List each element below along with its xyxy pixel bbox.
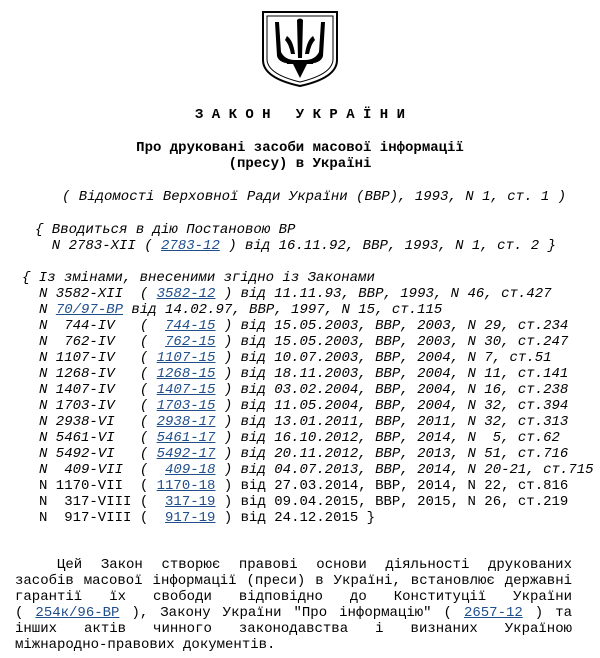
amendment-link[interactable]: 3582-12 [156,286,216,302]
amendment-link[interactable]: 762-15 [165,334,216,350]
entry-suffix: ) від 09.04.2015, ВВР, 2015, N 26, ст.219 [215,494,569,510]
amendment-link[interactable]: 1407-15 [156,382,216,398]
preamble-line: інших актів чинного законодавства і визнаних Україною [15,621,572,637]
preamble-line [15,605,572,621]
enactment-note [35,222,556,254]
amendment-link[interactable]: 1703-15 [156,398,216,414]
entry-suffix: ) від 16.10.2012, ВВР, 2014, N 5, ст.62 [215,430,560,446]
amendment-entry [39,414,594,430]
entry-prefix: N 1107-IV ( [39,350,157,366]
amendment-entry [39,430,594,446]
law-title: З А К О Н У К Р А Ї Н И [194,107,406,123]
entry-prefix: N 744-IV ( [39,318,166,334]
amendment-entry [39,446,594,462]
amendment-link[interactable]: 744-15 [165,318,216,334]
entry-suffix: ) від 24.12.2015 } [215,510,376,526]
enactment-prefix: N 2783-XII ( [35,238,162,254]
entry-prefix: N [39,302,56,318]
entry-prefix: N 1170-VII ( [39,478,157,494]
amendment-entry [39,318,594,334]
amendments-list [22,270,594,526]
entry-prefix: N 3582-XII ( [39,286,157,302]
entry-suffix: ) від 11.05.2004, ВВР, 2004, N 32, ст.394 [215,398,569,414]
amendment-entry [39,366,594,382]
amendment-entry [39,382,594,398]
amendment-link[interactable]: 917-19 [165,510,216,526]
law-subtitle [0,140,600,172]
amendment-entry [39,286,594,302]
amendment-entry [39,510,594,526]
amendment-link[interactable]: 5492-17 [156,446,216,462]
entry-suffix: ) від 13.01.2011, ВВР, 2011, N 32, ст.313 [215,414,569,430]
amendment-entry [39,494,594,510]
entry-suffix: ) від 15.05.2003, ВВР, 2003, N 30, ст.247 [215,334,569,350]
entry-prefix: N 1407-IV ( [39,382,157,398]
entry-suffix: ) від 27.03.2014, ВВР, 2014, N 22, ст.816 [215,478,569,494]
preamble-paragraph [15,557,572,653]
source-reference: ( Відомості Верховної Ради України (ВВР), 1993, N 1, ст. 1 ) [62,189,567,205]
amendment-entry [39,334,594,350]
enactment-line: { Вводиться в дію Постановою ВР [35,222,296,238]
text: ), Закону України "Про інформацію" ( [131,605,452,621]
enactment-detail [35,238,556,254]
subtitle-line: Про друковані засоби масової інформації [136,140,464,156]
coat-of-arms-emblem [257,8,343,88]
enactment-suffix: ) від 16.11.92, ВВР, 1993, N 1, ст. 2 } [219,238,556,254]
amendment-entry [39,350,594,366]
preamble-line: засобів масової інформації (преси) в Україні, встановлює державні [15,573,572,589]
entry-suffix: ) від 11.11.93, ВВР, 1993, N 46, ст.427 [215,286,552,302]
entry-prefix: N 2938-VI ( [39,414,157,430]
entry-prefix: N 5492-VI ( [39,446,157,462]
entry-prefix: N 1703-IV ( [39,398,157,414]
amendment-link[interactable]: 1170-18 [156,478,216,494]
amendment-link[interactable]: 70/97-ВР [55,302,124,318]
preamble-line: Цей Закон створює правові основи діяльності друкованих [57,557,572,573]
amendment-link[interactable]: 5461-17 [156,430,216,446]
entry-suffix: від 14.02.97, ВВР, 1997, N 15, ст.115 [123,302,443,318]
amendment-link[interactable]: 317-19 [165,494,216,510]
subtitle-line: (пресу) в Україні [228,156,372,172]
entry-suffix: ) від 10.07.2003, ВВР, 2004, N 7, ст.51 [215,350,552,366]
entry-prefix: N 5461-VI ( [39,430,157,446]
preamble-line: гарантії їх свободи відповідно до Конституції України [15,589,572,605]
entry-suffix: ) від 04.07.2013, ВВР, 2014, N 20-21, ст.715 [215,462,594,478]
entry-suffix: ) від 03.02.2004, ВВР, 2004, N 16, ст.238 [215,382,569,398]
entry-suffix: ) від 18.11.2003, ВВР, 2004, N 11, ст.141 [215,366,569,382]
amendment-entry [39,302,594,318]
entry-prefix: N 317-VIII ( [39,494,166,510]
entry-prefix: N 1268-IV ( [39,366,157,382]
amendments-heading: { Із змінами, внесеними згідно із Законами [22,270,375,286]
entry-prefix: N 917-VIII ( [39,510,166,526]
amendment-link[interactable]: 1107-15 [156,350,216,366]
text: ( [15,605,24,621]
amendment-entry [39,462,594,478]
amendment-link[interactable]: 2938-17 [156,414,216,430]
enactment-link[interactable]: 2783-12 [161,238,220,254]
amendment-link[interactable]: 409-18 [165,462,216,478]
entry-suffix: ) від 15.05.2003, ВВР, 2003, N 29, ст.234 [215,318,569,334]
text: ) та [534,605,573,621]
constitution-link[interactable]: 254к/96-ВР [35,605,120,621]
amendments-entries [22,286,594,526]
amendment-entry [39,398,594,414]
preamble-line: міжнародно-правових документів. [15,637,276,653]
entry-suffix: ) від 20.11.2012, ВВР, 2013, N 51, ст.716 [215,446,569,462]
info-law-link[interactable]: 2657-12 [463,605,523,621]
entry-prefix: N 762-IV ( [39,334,166,350]
entry-prefix: N 409-VII ( [39,462,166,478]
amendment-entry [39,478,594,494]
amendment-link[interactable]: 1268-15 [156,366,216,382]
